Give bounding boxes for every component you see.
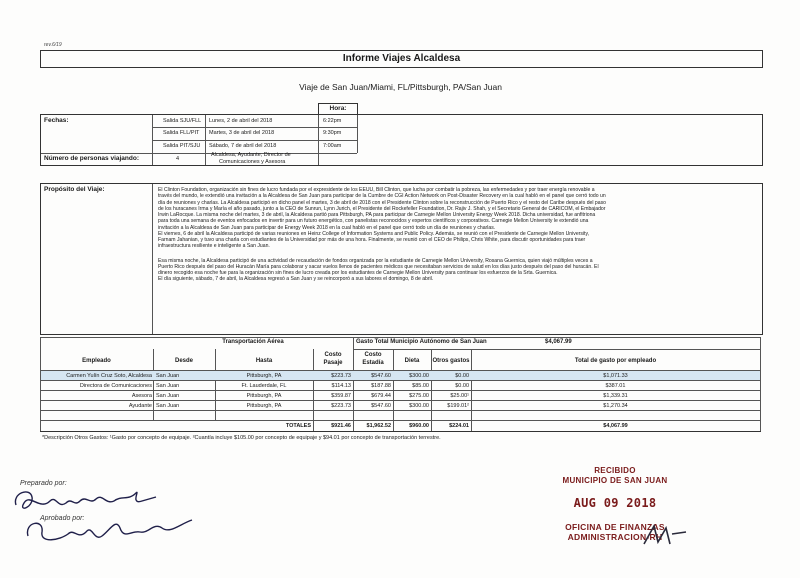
revision-label: rev.6/19: [44, 42, 62, 48]
trip-date: Lunes, 2 de abril del 2018: [209, 118, 273, 124]
row-total: $1,071.33: [603, 373, 628, 379]
col-dieta: Dieta: [404, 358, 420, 364]
trip-time: 7:00am: [323, 143, 342, 149]
gasto-total-label: Gasto Total Municipio Autónomo de San Juan: [356, 339, 487, 345]
col-pasaje: Costo Pasaje: [323, 352, 343, 366]
otros-gastos-note: *Descripción Otros Gastos: ¹Gasto por concepto de equipaje. ²Cuantía incluye $105.00 por concepto de equipaje y $94.01 por concepto de transportación terrestre.: [42, 435, 441, 441]
row-desde: San Juan: [156, 393, 180, 399]
report-title: Informe Viajes Alcaldesa: [40, 50, 763, 68]
trip-route: Salida PIT/SJU: [163, 143, 201, 149]
total-pasaje: $921.46: [331, 423, 351, 429]
row-otros: $25.00¹: [450, 393, 469, 399]
total-dieta: $960.00: [409, 423, 429, 429]
stamp-admin: ADMINISTRACION-RH: [567, 532, 663, 542]
proposito-line: invitación a la Alcaldesa de San Juan para participar de Energy Week 2018 en la cual habló en el panel que cerró todo un día de reuniones y charlas.: [158, 224, 496, 231]
trip-date: Martes, 3 de abril del 2018: [209, 130, 275, 136]
proposito-line: Esa misma noche, la Alcaldesa participó de una actividad de recaudación de fondos organizada por la estudiante de Carnegie Mellon University, Rosana Guernica, quien viajó múltiples veces a: [158, 257, 593, 264]
proposito-line: El viernes, 6 de abril la Alcaldesa participó de varias reuniones en Heinz College of Information Systems and Public Policy. Además, se reunió con el Presidente de Carnegie Mellon University,: [158, 230, 590, 237]
transport-header: Transportación Aérea: [222, 339, 284, 345]
signature-aprobado: [20, 510, 200, 550]
proposito-line: de los huracanes Irma y María el año pasado, junto a la CEO de Sunrun, Lynn Jurich, el Presidente del Rockefeller Foundation, Dr. Rajiv J. Shah, y el Secretario General de CARICOM, el Embajador: [158, 205, 606, 212]
row-total: $1,339.31: [603, 393, 628, 399]
col-empleado: Empleado: [82, 358, 111, 364]
proposito-line: día de reuniones y charlas. La Alcaldesa participó en dicho panel el martes, 3 de abril de 2018 con el Presidente Clinton sobre la reconstrucción de Puerto Rico y el resto del Caribe después del paso: [158, 199, 606, 206]
row-hasta: Pittsburgh, PA: [246, 373, 282, 379]
expenses-table: [40, 337, 761, 433]
personas-detail: Comunicaciones y Asesora: [219, 159, 286, 165]
personas-detail: Alcaldesa, Ayudante, Director de: [211, 152, 291, 158]
col-estadia: Costo Estadía: [362, 352, 384, 366]
totales-label: TOTALES: [285, 423, 311, 429]
stamp-municipio: MUNICIPIO DE SAN JUAN: [562, 476, 668, 485]
row-dieta: $300.00: [409, 403, 429, 409]
row-hasta: Pittsburgh, PA: [246, 393, 282, 399]
row-estadia: $187.88: [371, 383, 391, 389]
stamp-oficina: OFICINA DE FINANZAS: [565, 522, 665, 532]
proposito-label: Propósito del Viaje:: [44, 186, 105, 193]
proposito-block: [40, 183, 763, 335]
proposito-line: través del mundo, le extendió una invitación a la Alcaldesa de San Juan para participar de la Cumbre de CGI Action Network on Post-Disaster Recovery en la cual habló en el panel que cerró todo un: [158, 193, 606, 200]
preparado-label: Preparado por:: [20, 480, 67, 487]
proposito-line: El día siguiente, sábado, 7 de abril, la Alcaldesa regresó a San Juan y se reincorporó a sus labores el domingo, 8 de abril.: [158, 276, 434, 283]
gasto-total-value: $4,067.99: [545, 339, 572, 345]
row-otros: $199.01²: [447, 403, 469, 409]
stamp-recibido: RECIBIDO: [594, 466, 636, 475]
personas-label: Número de personas viajando:: [44, 155, 139, 162]
row-pasaje: $114.13: [331, 383, 351, 389]
stamp-date: AUG 09 2018: [573, 496, 657, 510]
aprobado-label: Aprobado por:: [40, 515, 85, 522]
trip-date: Sábado, 7 de abril del 2018: [209, 143, 277, 149]
trip-time: 6:22pm: [323, 118, 342, 124]
trip-time: 9:30pm: [323, 130, 342, 136]
row-estadia: $679.44: [371, 393, 391, 399]
personas-value: 4: [176, 156, 180, 162]
trip-route: Salida FLL/PIT: [163, 130, 200, 136]
col-otros: Otros gastos: [432, 358, 470, 364]
row-hasta: Pittsburgh, PA: [246, 403, 282, 409]
row-empleado: Ayudante: [128, 403, 152, 409]
row-pasaje: $223.73: [331, 403, 351, 409]
row-otros: $0.00: [455, 373, 469, 379]
row-dieta: $300.00: [409, 373, 429, 379]
row-dieta: $85.00: [412, 383, 429, 389]
proposito-line: Irwin LaRocque. La misma noche del martes, 3 de abril, la Alcaldesa partió para Pittsburgh, PA para participar de Carnegie Mellon University Energy Week 2018. Dicha universidad, fue anfitriona: [158, 212, 596, 218]
proposito-line: para toda una semana de eventos enfocados en invertir para un futuro energético, con panelistas reconocidos y expertos científicos y corporativos. Carnegie Mellon University le extendió una: [158, 218, 589, 225]
fechas-label: Fechas:: [44, 117, 69, 124]
col-total: Total de gasto por empleado: [574, 358, 657, 364]
proposito-line: dinero recogido esa noche fue para la organización sin fines de lucro creada por los estudiantes de Carnegie Mellon University para continuar los esfuerzos de la Srta. Guernica.: [158, 270, 558, 276]
proposito-line: Puerto Rico después del paso del Huracán María para colaborar y sacar vuelos llenos de pacientes médicos que necesitaban servicios de salud en los días justo después del paso del huracán. El: [158, 263, 599, 270]
trip-route: Salida SJU/FLL: [163, 118, 202, 124]
row-estadia: $547.60: [371, 403, 391, 409]
fechas-block: [40, 114, 763, 166]
row-otros: $0.00: [455, 383, 469, 389]
row-dieta: $275.00: [409, 393, 429, 399]
row-total: $387.01: [605, 383, 626, 389]
total-general: $4,067.99: [603, 423, 628, 429]
total-estadia: $1,962.52: [366, 423, 391, 429]
col-desde: Desde: [174, 358, 193, 364]
row-estadia: $547.60: [371, 373, 391, 379]
hora-header: Hora:: [318, 103, 358, 115]
row-empleado: Carmen Yulín Cruz Soto, Alcaldesa: [66, 373, 152, 379]
proposito-line: infraestructura resiliente e inteligente a San Juan.: [158, 243, 270, 250]
row-total: $1,270.34: [603, 403, 628, 409]
row-desde: San Juan: [156, 403, 180, 409]
trip-subtitle: Viaje de San Juan/Miami, FL/Pittsburgh, PA/San Juan: [299, 82, 502, 92]
proposito-line: [158, 250, 758, 258]
row-pasaje: $359.87: [331, 393, 351, 399]
proposito-text: [158, 187, 758, 283]
row-desde: San Juan: [156, 383, 180, 389]
row-hasta: Ft. Lauderdale, FL: [241, 383, 287, 389]
row-pasaje: $223.73: [331, 373, 351, 379]
row-empleado: Asesora: [131, 393, 152, 399]
row-desde: San Juan: [156, 373, 180, 379]
proposito-line: El Clinton Foundation, organización sin fines de lucro fundada por el expresidente de los EEUU, Bill Clinton, que lucha por combatir la pobreza, las enfermedades y por traer energía renovable a: [158, 187, 595, 193]
row-empleado: Directora de Comunicaciones: [79, 383, 152, 389]
col-hasta: Hasta: [255, 358, 273, 364]
proposito-line: Farnam Jahanian, y tuvo una charla con estudiantes de la Universidad por más de una hora. Finalmente, se reunió con el CEO de Philips, Chris White, para discutir oportunidades para traer: [158, 237, 586, 243]
total-otros: $224.01: [449, 423, 469, 429]
stamp-initials: [640, 520, 690, 550]
